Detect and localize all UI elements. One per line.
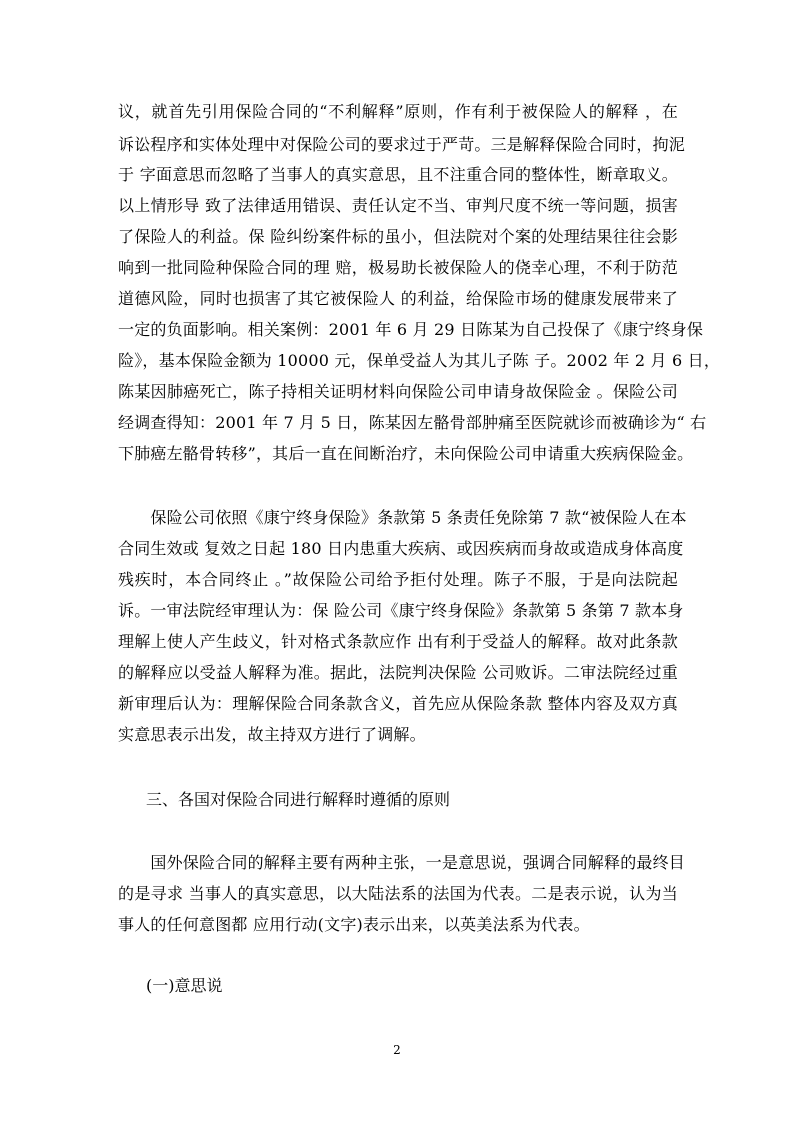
text-line: 理解上使人产生歧义，针对格式条款应作 出有利于受益人的解释。故对此条款 [118,632,678,651]
text-line: 险》，基本保险金额为 10000 元，保单受益人为其儿子陈 子。2002 年 2 月 6 日， [118,351,721,370]
text-line: 经调查得知：2001 年 7 月 5 日，陈某因左骼骨部肿痛至医院就诊而被确诊为“ 右 [118,413,707,432]
text-line: 的是寻求 当事人的真实意思，以大陆法系的法国为代表。二是表示说，认为当 [118,884,678,903]
text-line: 国外保险合同的解释主要有两种主张，一是意思说，强调合同解释的最终目 [118,853,686,872]
text-line: 的解释应以受益人解释为准。据此，法院判决保险 公司败诉。二审法院经过重 [118,663,678,682]
text-line: 了保险人的利益。保 险纠纷案件标的虽小，但法院对个案的处理结果往往会影 [118,227,678,246]
text-line: 以上情形导 致了法律适用错误、责任认定不当、审判尺度不统一等问题，损害 [118,196,678,215]
text-line: 实意思表示出发，故主持双方进行了调解。 [118,725,426,744]
text-line: 诉。一审法院经审理认为：保 险公司《康宁终身保险》条款第 5 条第 7 款本身 [118,601,684,620]
text-line: 事人的任何意图都 应用行动(文字)表示出来，以英美法系为代表。 [118,915,590,934]
page-number: 2 [393,1043,401,1057]
subsection-heading: (一)意思说 [146,976,223,995]
text-line: 诉讼程序和实体处理中对保险公司的要求过于严苛。三是解释保险合同时，拘泥 [118,135,686,154]
text-line: 残疾时，本合同终止 。”故保险公司给予拒付处理。陈子不服，于是向法院起 [118,570,678,589]
text-line: 议，就首先引用保险合同的“不利解释”原则，作有利于被保险人的解释 ，在 [118,102,678,121]
text-line: 一定的负面影响。相关案例：2001 年 6 月 29 日陈某为自己投保了《康宁终身保 [118,320,704,339]
text-line: 于 字面意思而忽略了当事人的真实意思，且不注重合同的整体性，断章取义。 [118,165,678,184]
text-line: 响到一批同险种保险合同的理 赔，极易助长被保险人的侥幸心理，不利于防范 [118,258,678,277]
section-heading: 三、各国对保险合同进行解释时遵循的原则 [146,790,451,809]
text-line: 下肺癌左骼骨转移”，其后一直在间断治疗，未向保险公司申请重大疾病保险金。 [118,444,694,463]
text-line: 陈某因肺癌死亡，陈子持相关证明材料向保险公司申请身故保险金 。保险公司 [118,382,678,401]
text-line: 道德风险，同时也损害了其它被保险人 的利益，给保险市场的健康发展带来了 [118,289,678,308]
text-line: 新审理后认为：理解保险合同条款含义，首先应从保险条款 整体内容及双方真 [118,694,678,713]
text-line: 合同生效或 复效之日起 180 日内患重大疾病、或因疾病而身故或造成身体高度 [118,539,684,558]
text-line: 保险公司依照《康宁终身保险》条款第 5 条责任免除第 7 款“被保险人在本 [118,508,687,527]
